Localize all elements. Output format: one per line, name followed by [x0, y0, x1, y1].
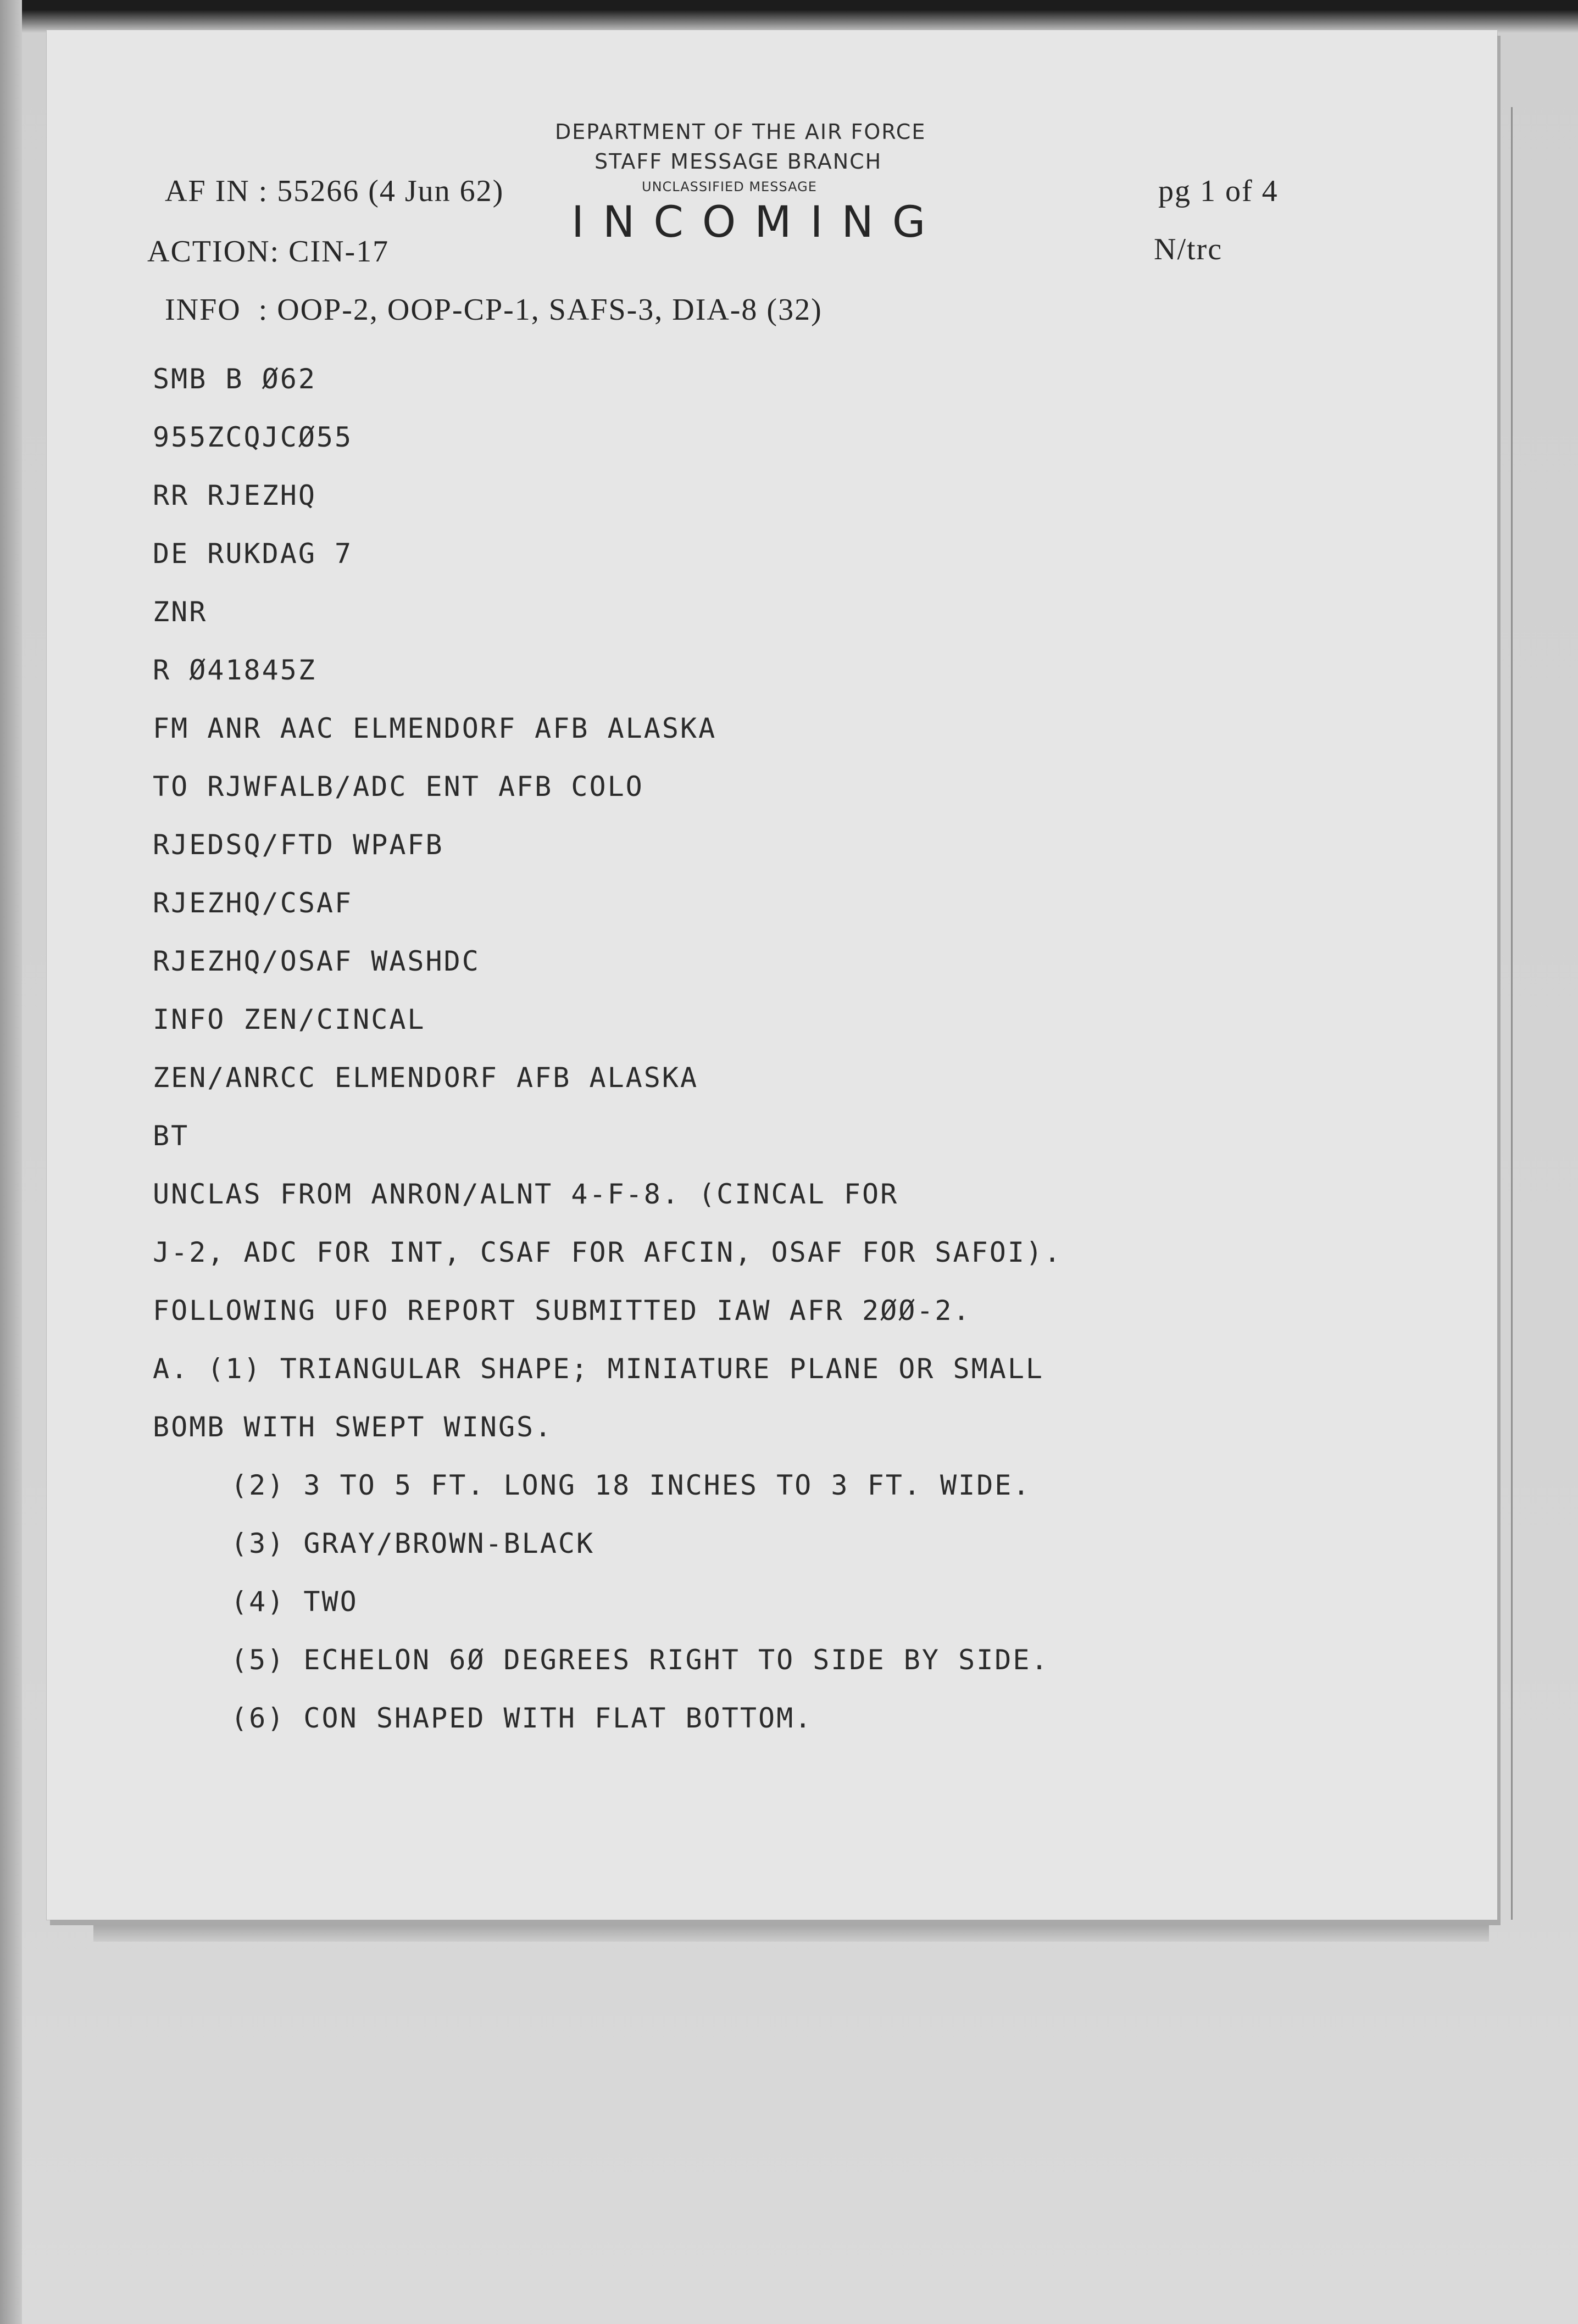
message-line-6: R Ø41845Z: [153, 654, 316, 686]
action-line: ACTION: CIN-17: [147, 235, 390, 269]
message-line-11: RJEZHQ/OSAF WASHDC: [153, 945, 480, 977]
af-in-number: AF IN : 55266 (4 Jun 62): [165, 174, 504, 208]
message-line-1: SMB B Ø62: [153, 363, 316, 395]
message-line-10: RJEZHQ/CSAF: [153, 887, 353, 919]
message-line-23: (5) ECHELON 6Ø DEGREES RIGHT TO SIDE BY SIDE.: [231, 1644, 1049, 1676]
photo-left-edge: [0, 0, 22, 2324]
department-heading: DEPARTMENT OF THE AIR FORCE: [555, 120, 926, 144]
message-line-16: J-2, ADC FOR INT, CSAF FOR AFCIN, OSAF FOR SAFOI).: [153, 1236, 1063, 1268]
message-line-14: BT: [153, 1120, 190, 1152]
message-line-17: FOLLOWING UFO REPORT SUBMITTED IAW AFR 2ØØ-2.: [153, 1295, 971, 1327]
message-line-3: RR RJEZHQ: [153, 480, 316, 511]
message-line-7: FM ANR AAC ELMENDORF AFB ALASKA: [153, 712, 717, 744]
right-margin-rule: [1511, 107, 1513, 1920]
sheet-bottom-shadow: [93, 1920, 1489, 1942]
message-line-5: ZNR: [153, 596, 208, 628]
message-line-20: (2) 3 TO 5 FT. LONG 18 INCHES TO 3 FT. WIDE.: [231, 1469, 1031, 1501]
classification-label: UNCLASSIFIED MESSAGE: [642, 179, 817, 194]
message-line-18: A. (1) TRIANGULAR SHAPE; MINIATURE PLANE OR SMALL: [153, 1353, 1044, 1385]
message-line-24: (6) CON SHAPED WITH FLAT BOTTOM.: [231, 1702, 813, 1734]
info-line: INFO : OOP-2, OOP-CP-1, SAFS-3, DIA-8 (32): [165, 293, 823, 327]
message-line-19: BOMB WITH SWEPT WINGS.: [153, 1411, 553, 1443]
message-line-15: UNCLAS FROM ANRON/ALNT 4-F-8. (CINCAL FOR: [153, 1178, 899, 1210]
message-line-22: (4) TWO: [231, 1586, 358, 1618]
page-indicator: pg 1 of 4: [1158, 174, 1279, 208]
message-line-9: RJEDSQ/FTD WPAFB: [153, 829, 444, 861]
branch-heading: STAFF MESSAGE BRANCH: [594, 149, 882, 174]
message-line-12: INFO ZEN/CINCAL: [153, 1004, 426, 1035]
handling-note: N/trc: [1154, 232, 1223, 266]
message-line-21: (3) GRAY/BROWN-BLACK: [231, 1528, 595, 1559]
incoming-title: INCOMING: [571, 198, 944, 247]
message-line-13: ZEN/ANRCC ELMENDORF AFB ALASKA: [153, 1062, 699, 1094]
message-line-2: 955ZCQJCØ55: [153, 421, 353, 453]
message-line-4: DE RUKDAG 7: [153, 538, 353, 570]
message-line-8: TO RJWFALB/ADC ENT AFB COLO: [153, 771, 644, 802]
